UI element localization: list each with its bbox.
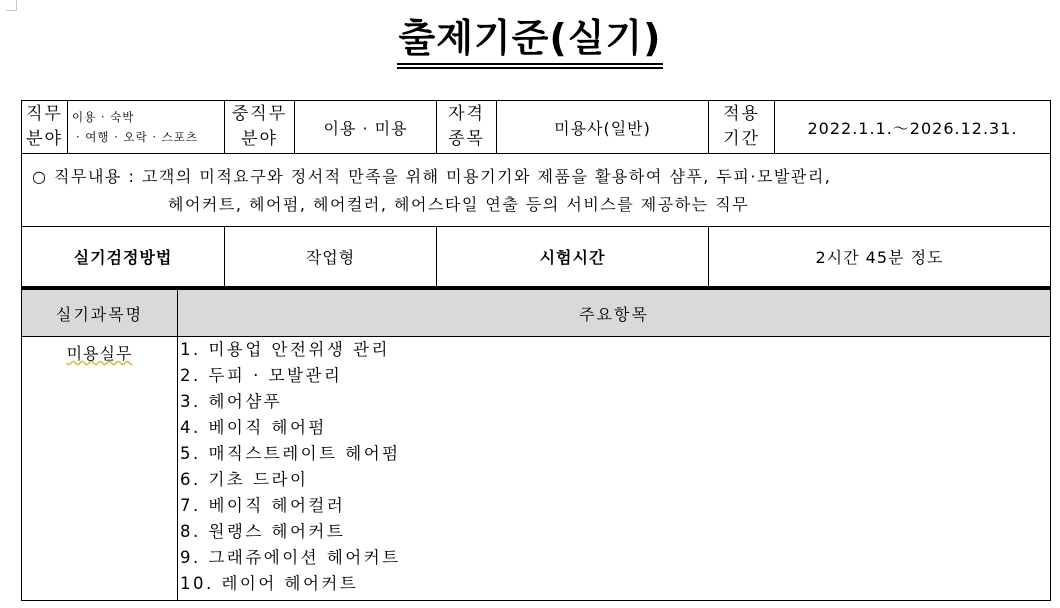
- job-field-label: [22, 101, 68, 154]
- qualification-label-line2: 종목: [448, 129, 485, 149]
- period-label: [709, 101, 775, 154]
- exam-time-value: 2시간 45분 정도: [709, 227, 1051, 287]
- job-field-label-line2: 분야: [26, 129, 63, 149]
- job-field-value-line2: · 여행 · 오락 · 스포츠: [76, 130, 199, 144]
- job-field-value-line1: 이용 · 숙박: [72, 110, 135, 124]
- exam-time-label: 시험시간: [437, 227, 709, 287]
- period-label-line1: 적용: [723, 104, 760, 124]
- method-value: 작업형: [225, 227, 437, 287]
- period-value: 2022.1.1.～2026.12.31.: [775, 101, 1051, 154]
- list-item: 7. 베이직 헤어컬러: [180, 496, 346, 515]
- list-item: 5. 매직스트레이트 헤어펌: [180, 444, 401, 463]
- list-item: 8. 원랭스 헤어커트: [180, 522, 346, 541]
- qualification-value: 미용사(일반): [497, 101, 709, 154]
- main-items-list: [178, 337, 1051, 601]
- sub-field-value: 이용 · 미용: [295, 101, 437, 154]
- duty-line-1: ○ 직무내용 : 고객의 미적요구와 정서적 만족을 위해 미용기기와 제품을 활용하여 샴푸, 두피·모발관리,: [32, 167, 832, 186]
- list-item: 1. 미용업 안전위생 관리: [180, 340, 390, 359]
- info-table: [21, 100, 1051, 287]
- page-corner-mark: [6, 0, 17, 11]
- list-item: 3. 헤어샴푸: [180, 392, 283, 411]
- main-items-header: 주요항목: [178, 289, 1051, 337]
- list-item: 9. 그래쥬에이션 헤어커트: [180, 548, 401, 567]
- qualification-label: [437, 101, 497, 154]
- list-item: 10. 레이어 헤어커트: [180, 574, 359, 593]
- job-field-value: [68, 101, 225, 154]
- list-item: 6. 기초 드라이: [180, 470, 309, 489]
- list-item: 2. 두피 · 모발관리: [180, 366, 343, 385]
- period-label-line2: 기간: [723, 129, 760, 149]
- subject-name-header: 실기과목명: [22, 289, 178, 337]
- method-label: 실기검정방법: [22, 227, 225, 287]
- subjects-table: [21, 287, 1051, 601]
- subject-name-text: 미용실무: [66, 344, 133, 363]
- title-wrap: [0, 14, 1060, 69]
- duty-description: [22, 154, 1051, 227]
- job-field-label-line1: 직무: [26, 104, 63, 124]
- sub-field-label: [225, 101, 295, 154]
- sub-field-label-line1: 중직무: [231, 104, 288, 124]
- qualification-label-line1: 자격: [448, 104, 485, 124]
- subject-name: [22, 337, 178, 601]
- list-item: 4. 베이직 헤어펌: [180, 418, 327, 437]
- duty-line-2: 헤어커트, 헤어펌, 헤어컬러, 헤어스타일 연출 등의 서비스를 제공하는 직무: [168, 195, 750, 214]
- sub-field-label-line2: 분야: [241, 129, 278, 149]
- page-title: 출제기준(실기): [397, 14, 664, 69]
